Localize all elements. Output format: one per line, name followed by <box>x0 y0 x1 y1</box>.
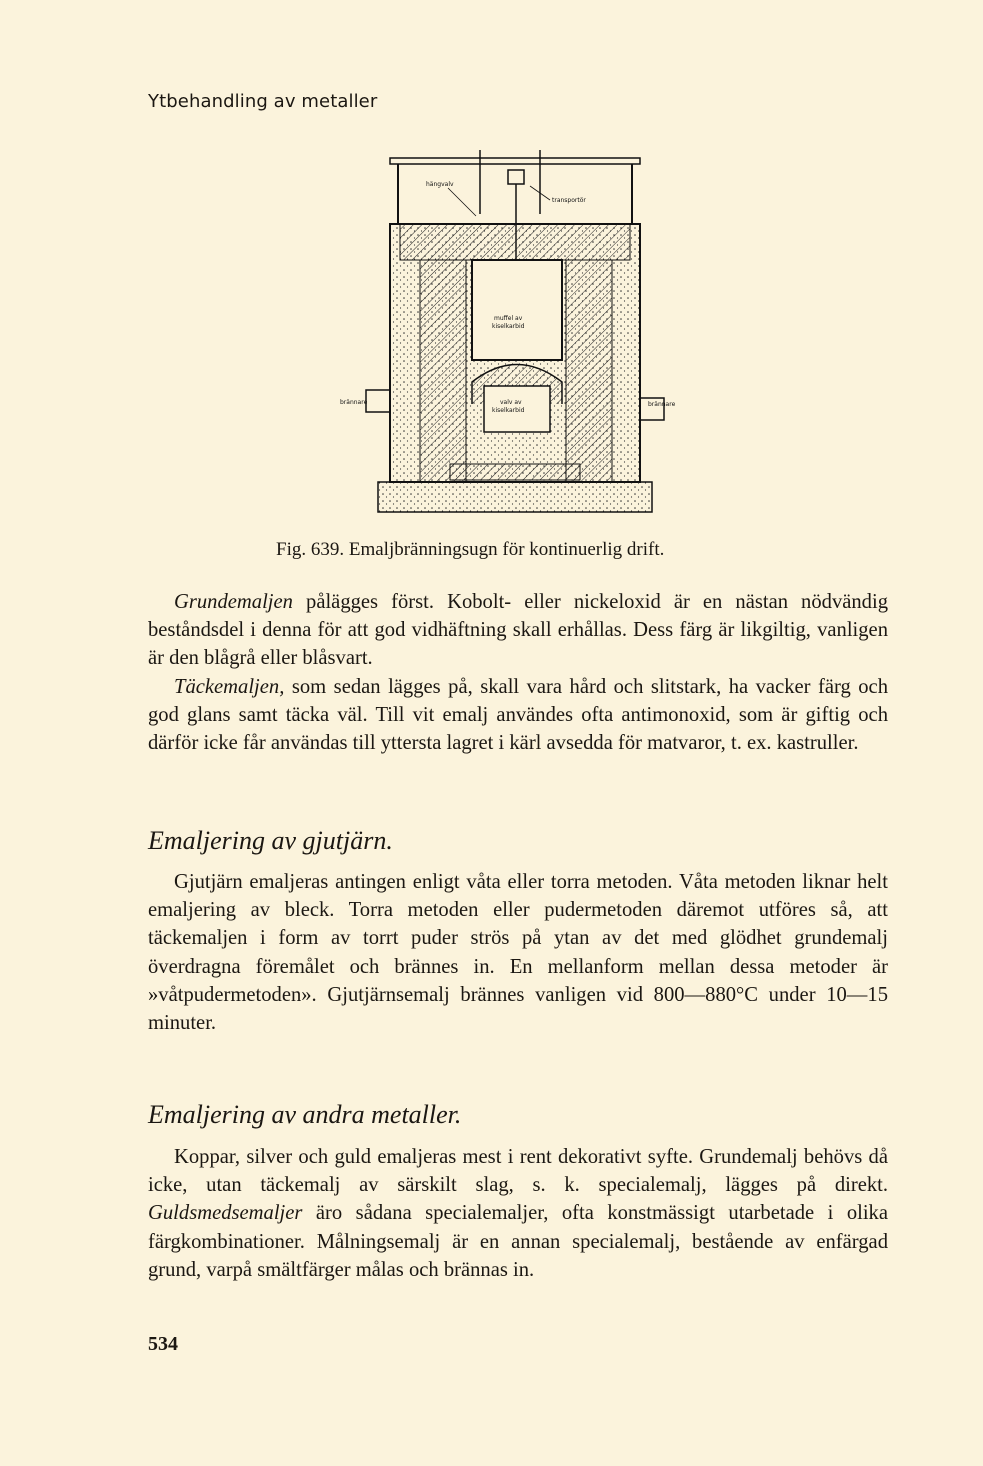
term-grundemaljen: Grundemaljen <box>174 591 293 613</box>
section-title-gjutjarn: Emaljering av gjutjärn. <box>148 826 393 855</box>
figure-caption: Fig. 639. Emaljbränningsugn för kontinuerlig drift. <box>276 539 665 560</box>
label-muffel-1: muffel av <box>494 315 523 322</box>
paragraph-2-text: som sedan lägges på, skall vara hård och slitstark, ha vacker färg och god glans samt täcka väl. Till vit emalj användes ofta antimonoxid, som är giftig och därför icke får användas till yttersta lagret i kärl avsedda för matvaror, t. ex. kastruller. <box>148 675 888 755</box>
paragraph-1-text: pålägges först. Kobolt- eller nickeloxid är en nästan nödvändig beståndsdel i denna för att god vidhäftning skall erhållas. Dess färg är likgiltig, vanligen är den blågrå eller blåsvart. <box>148 591 888 670</box>
section-title-andra-metaller: Emaljering av andra metaller. <box>148 1100 462 1129</box>
section-2-text-after: äro sådana specialemaljer, ofta konstmässigt utarbetade i olika färgkombinationer. Målningsemalj är en annan specialemalj, bestående av enfärgad grund, varpå smältfärger målas och brännas in. <box>148 1202 888 1281</box>
paragraph-1 <box>148 588 888 673</box>
section-andra-metaller-body <box>148 1143 888 1284</box>
running-head: Ytbehandling av metaller <box>148 91 378 112</box>
page-number: 534 <box>148 1333 178 1355</box>
section-2-text-before: Koppar, silver och guld emaljeras mest i rent dekorativt syfte. Grundemalj behövs då icke, utan täckemalj av särskilt slag, s. k. specialemalj, lägges på direkt. <box>148 1146 888 1197</box>
section-1-text: Gjutjärn emaljeras antingen enligt våta eller torra metoden. Våta metoden liknar helt emaljering av bleck. Torra metoden eller pudermetoden däremot utföres så, att täckemaljen i form av torrt puder strös på ytan av det med glödhet grundemalj överdragna föremålet och brännes in. En mellanform mellan dessa metoder är »våtpudermetoden». Gjutjärnsemalj brännes vanligen vid 800—880°C under 10—15 minuter. <box>148 871 888 1035</box>
section-gjutjarn-body <box>148 868 888 1037</box>
label-brannare-left: brännare <box>340 399 368 406</box>
furnace-diagram <box>340 142 676 522</box>
label-muffel-2: kiselkarbid <box>492 323 525 330</box>
term-guldsmedsemaljer: Guldsmedsemaljer <box>148 1202 303 1225</box>
label-brannare-right: brännare <box>648 401 676 408</box>
term-tackemaljen: Täckemaljen, <box>174 675 285 698</box>
paragraph-grundemaljen <box>148 588 888 757</box>
paragraph-2 <box>148 673 888 758</box>
label-valv-1: valv av <box>500 399 522 406</box>
label-transportor: transportör <box>552 197 586 204</box>
label-hangvalv: hängvalv <box>426 181 454 188</box>
label-valv-2: kiselkarbid <box>492 407 525 414</box>
section-2-paragraph <box>148 1143 888 1284</box>
